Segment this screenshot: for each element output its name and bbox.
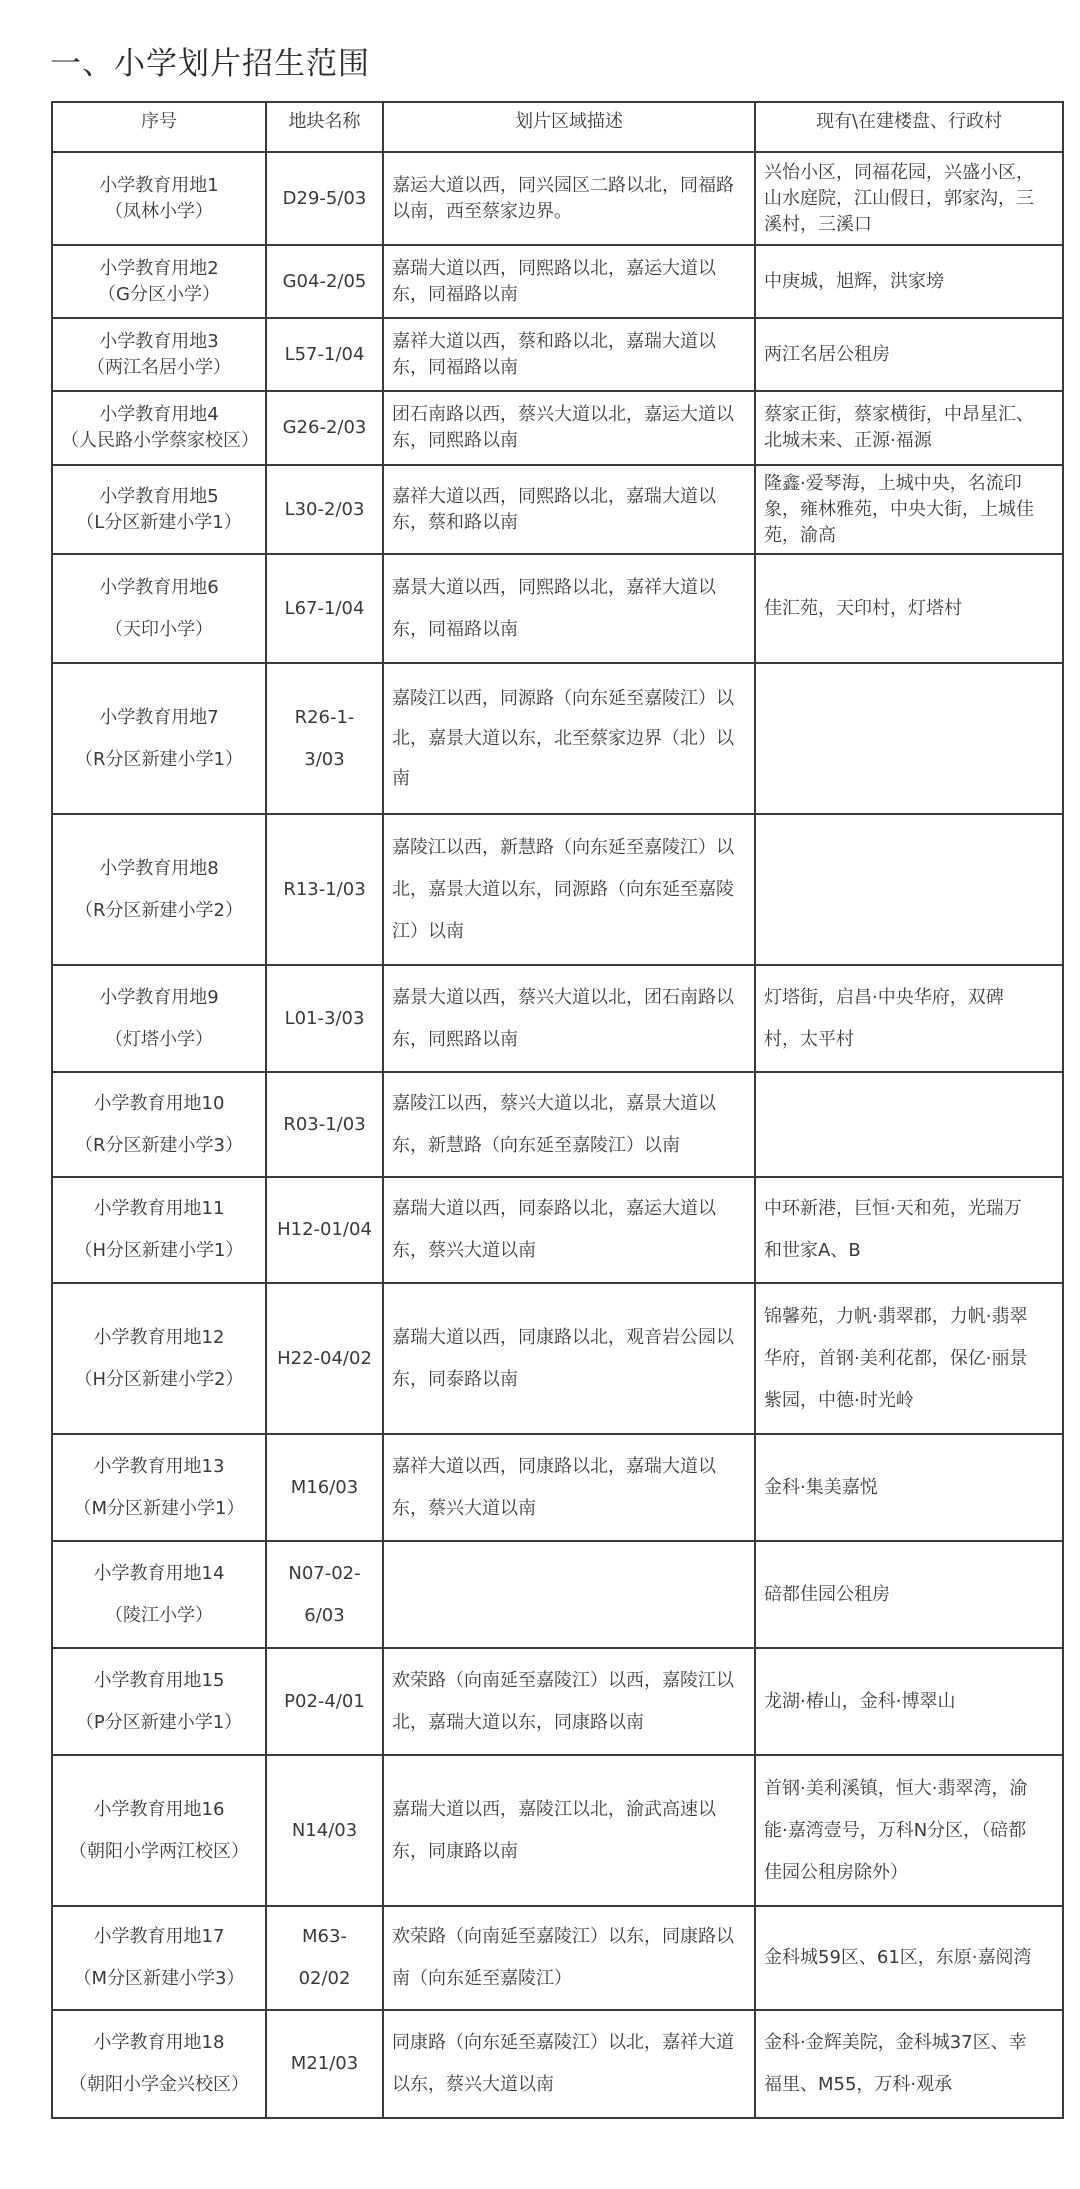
plot-name-cell: M63- 02/02 (266, 1906, 383, 2010)
plot-name-cell: R03-1/03 (266, 1072, 383, 1177)
zone-description-cell: 嘉瑞大道以西，同泰路以北，嘉运大道以 东，蔡兴大道以南 (383, 1177, 755, 1283)
table-row (52, 1177, 1063, 1283)
zone-description-cell: 欢荣路（向南延至嘉陵江）以东，同康路以 南（向东延至嘉陵江） (383, 1906, 755, 2010)
zone-description-cell: 团石南路以西，蔡兴大道以北，嘉运大道以 东，同熙路以南 (383, 391, 755, 465)
zone-description-cell: 嘉陵江以西，同源路（向东延至嘉陵江）以 北，嘉景大道以东，北至蔡家边界（北）以 南 (383, 663, 755, 814)
zone-description-cell: 同康路（向东延至嘉陵江）以北，嘉祥大道 以东，蔡兴大道以南 (383, 2010, 755, 2118)
plot-name-cell: L01-3/03 (266, 965, 383, 1072)
zone-description-cell: 嘉陵江以西，新慧路（向东延至嘉陵江）以 北，嘉景大道以东，同源路（向东延至嘉陵 江）以南 (383, 814, 755, 965)
zone-description-cell (383, 1541, 755, 1648)
table-row (52, 318, 1063, 391)
plot-name-cell: N14/03 (266, 1755, 383, 1906)
seq-cell: 小学教育用地13 （M分区新建小学1） (52, 1434, 266, 1541)
estates-cell: 兴怡小区，同福花园，兴盛小区， 山水庭院，江山假日，郭家沟，三 溪村，三溪口 (755, 152, 1063, 245)
header-plot-name: 地块名称 (266, 102, 383, 152)
seq-cell: 小学教育用地18 （朝阳小学金兴校区） (52, 2010, 266, 2118)
table-row (52, 1906, 1063, 2010)
zone-description-cell: 嘉瑞大道以西，嘉陵江以北，渝武高速以 东，同康路以南 (383, 1755, 755, 1906)
table-row (52, 1072, 1063, 1177)
table-row (52, 1434, 1063, 1541)
table-row (52, 554, 1063, 663)
seq-cell: 小学教育用地16 （朝阳小学两江校区） (52, 1755, 266, 1906)
plot-name-cell: P02-4/01 (266, 1648, 383, 1755)
estates-cell: 蔡家正街，蔡家横街，中昂星汇、 北城未来、正源·福源 (755, 391, 1063, 465)
estates-cell: 锦馨苑，力帆·翡翠郡，力帆·翡翠 华府，首钢·美利花都，保亿·丽景 紫园，中德·时光岭 (755, 1283, 1063, 1434)
estates-cell: 龙湖·椿山，金科·博翠山 (755, 1648, 1063, 1755)
seq-cell: 小学教育用地15 （P分区新建小学1） (52, 1648, 266, 1755)
seq-cell: 小学教育用地11 （H分区新建小学1） (52, 1177, 266, 1283)
seq-cell: 小学教育用地3 （两江名居小学） (52, 318, 266, 391)
plot-name-cell: G26-2/03 (266, 391, 383, 465)
estates-cell: 碚都佳园公租房 (755, 1541, 1063, 1648)
plot-name-cell: L57-1/04 (266, 318, 383, 391)
seq-cell: 小学教育用地8 （R分区新建小学2） (52, 814, 266, 965)
seq-cell: 小学教育用地10 （R分区新建小学3） (52, 1072, 266, 1177)
seq-cell: 小学教育用地9 （灯塔小学） (52, 965, 266, 1072)
estates-cell: 金科城59区、61区，东原·嘉阅湾 (755, 1906, 1063, 2010)
estates-cell (755, 1072, 1063, 1177)
zone-description-cell: 嘉祥大道以西，蔡和路以北，嘉瑞大道以 东，同福路以南 (383, 318, 755, 391)
estates-cell: 中环新港，巨恒·天和苑，光瑞万 和世家A、B (755, 1177, 1063, 1283)
zone-description-cell: 嘉瑞大道以西，同熙路以北，嘉运大道以 东，同福路以南 (383, 245, 755, 318)
plot-name-cell: R13-1/03 (266, 814, 383, 965)
table-row (52, 245, 1063, 318)
seq-cell: 小学教育用地2 （G分区小学） (52, 245, 266, 318)
table-row (52, 965, 1063, 1072)
table-row (52, 814, 1063, 965)
estates-cell (755, 663, 1063, 814)
seq-cell: 小学教育用地17 （M分区新建小学3） (52, 1906, 266, 2010)
plot-name-cell: N07-02- 6/03 (266, 1541, 383, 1648)
plot-name-cell: H22-04/02 (266, 1283, 383, 1434)
zone-description-cell: 嘉运大道以西，同兴园区二路以北，同福路 以南，西至蔡家边界。 (383, 152, 755, 245)
estates-cell: 中庚城，旭辉，洪家塝 (755, 245, 1063, 318)
table-body (52, 152, 1063, 2118)
table-header-row (52, 102, 1063, 152)
page-title: 一、小学划片招生范围 (50, 46, 370, 82)
table-row (52, 465, 1063, 554)
plot-name-cell: L30-2/03 (266, 465, 383, 554)
plot-name-cell: G04-2/05 (266, 245, 383, 318)
table-row (52, 152, 1063, 245)
enrollment-zone-table (51, 101, 1064, 2119)
header-zone-description: 划片区域描述 (383, 102, 755, 152)
seq-cell: 小学教育用地1 （凤林小学） (52, 152, 266, 245)
zone-description-cell: 嘉祥大道以西，同熙路以北，嘉瑞大道以 东，蔡和路以南 (383, 465, 755, 554)
plot-name-cell: R26-1- 3/03 (266, 663, 383, 814)
table-row (52, 663, 1063, 814)
seq-cell: 小学教育用地6 （天印小学） (52, 554, 266, 663)
zone-description-cell: 嘉景大道以西，蔡兴大道以北，团石南路以 东，同熙路以南 (383, 965, 755, 1072)
plot-name-cell: H12-01/04 (266, 1177, 383, 1283)
plot-name-cell: M21/03 (266, 2010, 383, 2118)
estates-cell (755, 814, 1063, 965)
table-row (52, 1755, 1063, 1906)
estates-cell: 金科·集美嘉悦 (755, 1434, 1063, 1541)
seq-cell: 小学教育用地4 （人民路小学蔡家校区） (52, 391, 266, 465)
seq-cell: 小学教育用地7 （R分区新建小学1） (52, 663, 266, 814)
header-estates-villages: 现有\在建楼盘、行政村 (755, 102, 1063, 152)
estates-cell: 灯塔街，启昌·中央华府，双碑 村，太平村 (755, 965, 1063, 1072)
zone-description-cell: 嘉瑞大道以西，同康路以北，观音岩公园以 东，同泰路以南 (383, 1283, 755, 1434)
zone-description-cell: 欢荣路（向南延至嘉陵江）以西，嘉陵江以 北，嘉瑞大道以东，同康路以南 (383, 1648, 755, 1755)
header-seq: 序号 (52, 102, 266, 152)
seq-cell: 小学教育用地12 （H分区新建小学2） (52, 1283, 266, 1434)
table-row (52, 2010, 1063, 2118)
zone-description-cell: 嘉陵江以西，蔡兴大道以北，嘉景大道以 东，新慧路（向东延至嘉陵江）以南 (383, 1072, 755, 1177)
estates-cell: 金科·金辉美院，金科城37区、幸 福里、M55，万科·观承 (755, 2010, 1063, 2118)
plot-name-cell: M16/03 (266, 1434, 383, 1541)
seq-cell: 小学教育用地14 （陵江小学） (52, 1541, 266, 1648)
table-row (52, 1283, 1063, 1434)
table-row (52, 1648, 1063, 1755)
seq-cell: 小学教育用地5 （L分区新建小学1） (52, 465, 266, 554)
estates-cell: 隆鑫·爱琴海，上城中央，名流印 象，雍林雅苑，中央大街，上城佳 苑，渝高 (755, 465, 1063, 554)
table-row (52, 1541, 1063, 1648)
estates-cell: 佳汇苑，天印村，灯塔村 (755, 554, 1063, 663)
zone-description-cell: 嘉祥大道以西，同康路以北，嘉瑞大道以 东，蔡兴大道以南 (383, 1434, 755, 1541)
estates-cell: 首钢·美利溪镇，恒大·翡翠湾，渝 能·嘉湾壹号，万科N分区，（碚都 佳园公租房除外） (755, 1755, 1063, 1906)
table-row (52, 391, 1063, 465)
plot-name-cell: D29-5/03 (266, 152, 383, 245)
zone-description-cell: 嘉景大道以西，同熙路以北，嘉祥大道以 东，同福路以南 (383, 554, 755, 663)
plot-name-cell: L67-1/04 (266, 554, 383, 663)
estates-cell: 两江名居公租房 (755, 318, 1063, 391)
